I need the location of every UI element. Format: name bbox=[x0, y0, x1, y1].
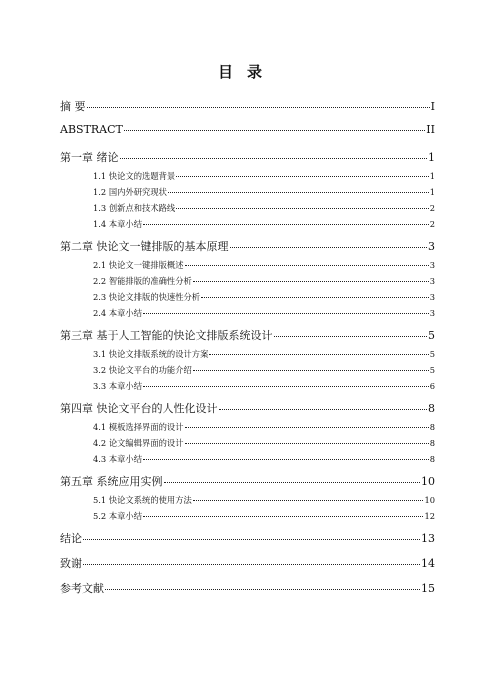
toc-section-entry bbox=[93, 380, 435, 392]
toc-section-entry bbox=[93, 170, 435, 182]
dot-leader bbox=[168, 191, 429, 193]
toc-entry-label: 第三章 基于人工智能的快论文排版系统设计 bbox=[60, 329, 273, 342]
dot-leader bbox=[87, 106, 430, 108]
toc-entry-label: 2.2 智能排版的准确性分析 bbox=[93, 276, 192, 286]
dot-leader bbox=[185, 426, 429, 428]
dot-leader bbox=[105, 588, 420, 590]
toc-page-number: 1 bbox=[429, 187, 435, 197]
dot-leader bbox=[230, 246, 428, 248]
dot-leader bbox=[209, 353, 428, 355]
toc-page-number: 3 bbox=[429, 260, 435, 270]
toc-page-number: 8 bbox=[429, 438, 435, 448]
dot-leader bbox=[83, 538, 420, 540]
toc-page-number: 10 bbox=[424, 495, 435, 505]
toc-section-entry bbox=[93, 510, 435, 522]
toc-section-entry bbox=[93, 364, 435, 376]
dot-leader bbox=[143, 515, 423, 517]
toc-entry-label: 第二章 快论文一键排版的基本原理 bbox=[60, 240, 229, 253]
toc-entry-label: 1.4 本章小结 bbox=[93, 219, 143, 229]
toc-page-number: 13 bbox=[421, 532, 435, 545]
toc-page-number: 5 bbox=[428, 329, 435, 342]
toc-page-number: 3 bbox=[429, 276, 435, 286]
toc-page-number: 2 bbox=[429, 203, 435, 213]
toc-section-entry bbox=[93, 275, 435, 287]
dot-leader bbox=[185, 264, 429, 266]
toc-chapter-entry bbox=[60, 400, 435, 416]
dot-leader bbox=[164, 481, 421, 483]
toc-entry-label: 2.4 本章小结 bbox=[93, 308, 143, 318]
toc-entry-label: ABSTRACT bbox=[60, 123, 123, 136]
toc-page-number: 1 bbox=[428, 151, 435, 164]
dot-leader bbox=[143, 223, 429, 225]
toc-chapter-entry bbox=[60, 327, 435, 343]
toc-page-number: 10 bbox=[421, 475, 435, 488]
toc-section-entry bbox=[93, 437, 435, 449]
toc-section-entry bbox=[93, 307, 435, 319]
toc-entry-label: 致谢 bbox=[60, 557, 82, 570]
toc-section-entry bbox=[93, 421, 435, 433]
toc-section-entry bbox=[93, 186, 435, 198]
toc-entry-label: 第五章 系统应用实例 bbox=[60, 475, 163, 488]
toc-entry-label: 2.1 快论文一键排版概述 bbox=[93, 260, 184, 270]
dot-leader bbox=[176, 207, 429, 209]
toc-chapter-entry bbox=[60, 238, 435, 254]
toc-entry-label: 第四章 快论文平台的人性化设计 bbox=[60, 402, 218, 415]
toc-section-entry bbox=[93, 494, 435, 506]
dot-leader bbox=[120, 157, 428, 159]
toc-entry-label: 5.2 本章小结 bbox=[93, 511, 143, 521]
toc-section-entry bbox=[93, 259, 435, 271]
toc-page-number: 5 bbox=[429, 349, 435, 359]
toc-page-number: 2 bbox=[429, 219, 435, 229]
toc-page-number: 3 bbox=[428, 240, 435, 253]
dot-leader bbox=[274, 335, 428, 337]
dot-leader bbox=[143, 458, 429, 460]
toc-title: 目录 bbox=[217, 63, 276, 81]
dot-leader bbox=[193, 499, 424, 501]
toc-entry-label: 1.3 创新点和技术路线 bbox=[93, 203, 176, 213]
toc-entry-label: 4.3 本章小结 bbox=[93, 454, 143, 464]
toc-chapter-entry bbox=[60, 555, 435, 571]
dot-leader bbox=[124, 129, 425, 131]
toc-section-entry bbox=[93, 453, 435, 465]
toc-page-number: 3 bbox=[429, 292, 435, 302]
toc-page-number: 6 bbox=[429, 381, 435, 391]
toc-chapter-entry bbox=[60, 149, 435, 165]
toc-chapter-entry bbox=[60, 530, 435, 546]
toc-page-number: II bbox=[426, 123, 435, 136]
toc-entry-label: 第一章 绪论 bbox=[60, 151, 119, 164]
dot-leader bbox=[83, 563, 420, 565]
toc-entry-label: 3.3 本章小结 bbox=[93, 381, 143, 391]
toc-chapter-entry bbox=[60, 98, 435, 114]
toc-entry-label: 5.1 快论文系统的使用方法 bbox=[93, 495, 192, 505]
toc-chapter-entry bbox=[60, 473, 435, 489]
toc-entry-label: 3.2 快论文平台的功能介绍 bbox=[93, 365, 192, 375]
dot-leader bbox=[201, 296, 429, 298]
dot-leader bbox=[176, 175, 429, 177]
toc-page-number: 5 bbox=[429, 365, 435, 375]
toc-entry-label: 摘 要 bbox=[60, 100, 86, 113]
toc-entry-label: 3.1 快论文排版系统的设计方案 bbox=[93, 349, 209, 359]
toc-entry-label: 2.3 快论文排版的快速性分析 bbox=[93, 292, 201, 302]
toc-chapter-entry bbox=[60, 123, 435, 136]
toc-entry-label: 参考文献 bbox=[60, 582, 104, 595]
toc-page-number: I bbox=[430, 100, 435, 113]
toc-section-entry bbox=[93, 348, 435, 360]
toc-page-number: 1 bbox=[429, 171, 435, 181]
dot-leader bbox=[143, 385, 429, 387]
toc-entry-label: 结论 bbox=[60, 532, 82, 545]
toc-chapter-entry bbox=[60, 580, 435, 596]
toc-page-number: 12 bbox=[424, 511, 435, 521]
toc-page-number: 15 bbox=[421, 582, 435, 595]
toc-section-entry bbox=[93, 202, 435, 214]
dot-leader bbox=[185, 442, 429, 444]
toc-section-entry bbox=[93, 291, 435, 303]
toc-entry-label: 4.1 模板选择界面的设计 bbox=[93, 422, 184, 432]
dot-leader bbox=[193, 280, 429, 282]
dot-leader bbox=[219, 408, 428, 410]
toc-page-number: 14 bbox=[421, 557, 435, 570]
toc-section-entry bbox=[93, 218, 435, 230]
toc-page-number: 8 bbox=[429, 454, 435, 464]
toc-entry-label: 4.2 论文编辑界面的设计 bbox=[93, 438, 184, 448]
dot-leader bbox=[193, 369, 429, 371]
toc-page-number: 8 bbox=[429, 422, 435, 432]
toc-entry-label: 1.1 快论文的选题背景 bbox=[93, 171, 176, 181]
dot-leader bbox=[143, 312, 429, 314]
toc-page-number: 8 bbox=[428, 402, 435, 415]
toc-entry-label: 1.2 国内外研究现状 bbox=[93, 187, 167, 197]
toc-page-number: 3 bbox=[429, 308, 435, 318]
